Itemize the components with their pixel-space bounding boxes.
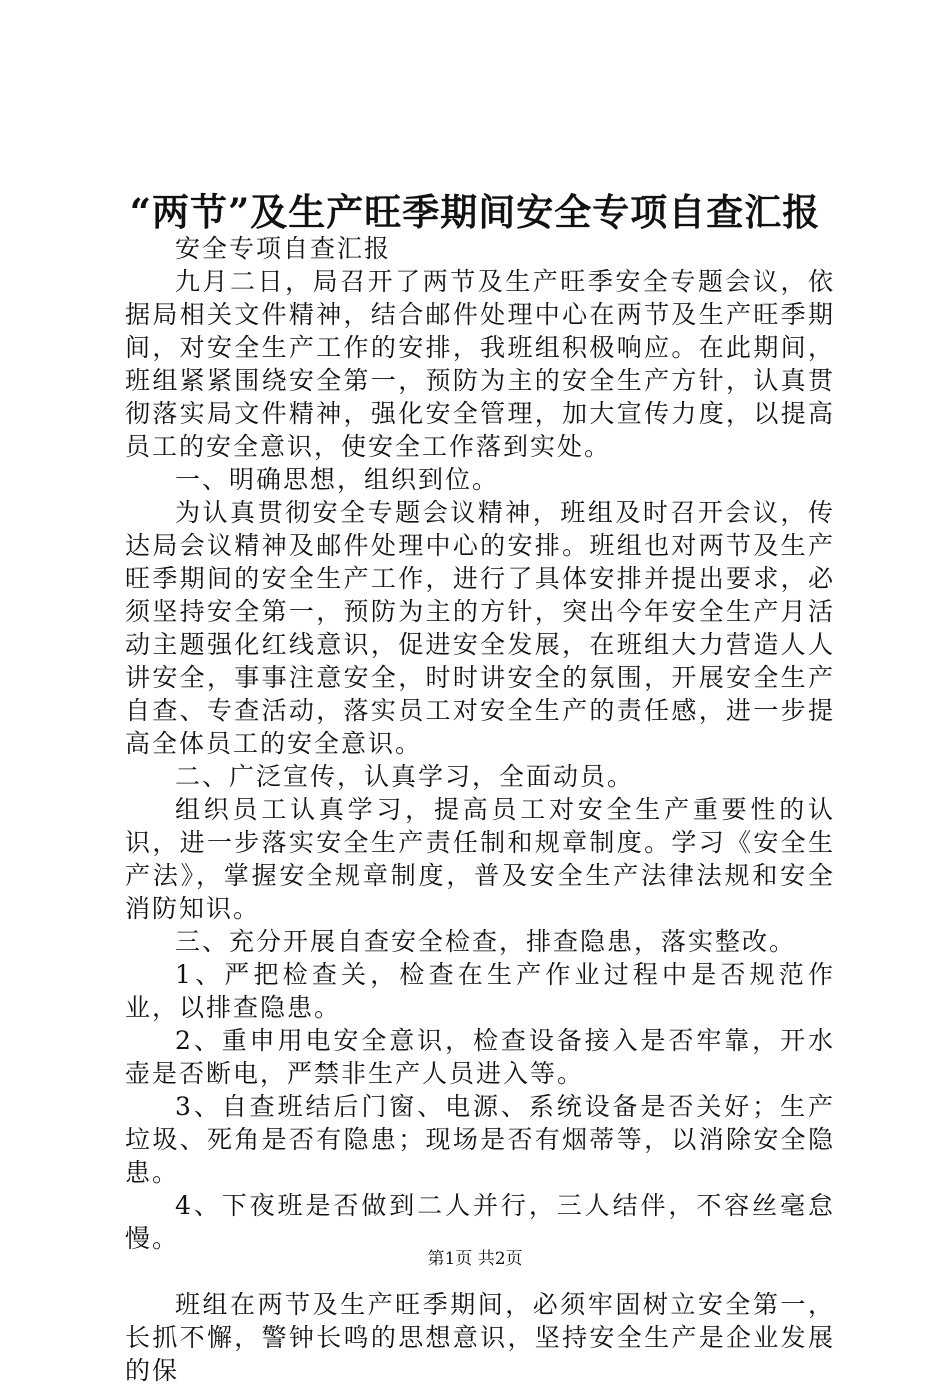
body-paragraph: 组织员工认真学习，提高员工对安全生产重要性的认识，进一步落实安全生产责任制和规章制度。学习《安全生产法》，掌握安全规章制度，普及安全生产法律法规和安全消防知识。 xyxy=(125,795,835,923)
document-title: “两节”及生产旺季期间安全专项自查汇报 xyxy=(129,190,821,234)
body-paragraph: 安全专项自查汇报 xyxy=(175,234,392,263)
section-heading: 三、充分开展自查安全检查，排查隐患，落实整改。 xyxy=(175,927,797,956)
page-footer: 第1页 共2页 xyxy=(427,1249,523,1269)
list-item: 2、重申用电安全意识，检查设备接入是否牢靠，开水壶是否断电，严禁非生产人员进入等。 xyxy=(125,1026,835,1088)
body-paragraph: 九月二日，局召开了两节及生产旺季安全专题会议，依据局相关文件精神，结合邮件处理中心在两节及生产旺季期间，对安全生产工作的安排，我班组积极响应。在此期间，班组紧紧围绕安全第一，预防为主的安全生产方针，认真贯彻落实局文件精神，强化安全管理，加大宣传力度，以提高员工的安全意识，使安全工作落到实处。 xyxy=(125,267,835,461)
section-heading: 二、广泛宣传，认真学习，全面动员。 xyxy=(175,762,635,791)
document-body xyxy=(125,232,835,1387)
list-item: 4、下夜班是否做到二人并行，三人结伴，不容丝毫怠慢。 xyxy=(125,1191,835,1253)
body-paragraph: 为认真贯彻安全专题会议精神，班组及时召开会议，传达局会议精神及邮件处理中心的安排。班组也对两节及生产旺季期间的安全生产工作，进行了具体安排并提出要求，必须坚持安全第一，预防为主的方针，突出今年安全生产月活动主题强化红线意识，促进安全发展，在班组大力营造人人讲安全，事事注意安全，时时讲安全的氛围，开展安全生产自查、专查活动，落实员工对安全生产的责任感，进一步提高全体员工的安全意识。 xyxy=(125,498,835,758)
list-item: 1、严把检查关，检查在生产作业过程中是否规范作业，以排查隐患。 xyxy=(125,960,835,1022)
list-item: 3、自查班结后门窗、电源、系统设备是否关好；生产垃圾、死角是否有隐患；现场是否有烟蒂等，以消除安全隐患。 xyxy=(125,1092,835,1187)
section-heading: 一、明确思想，组织到位。 xyxy=(175,465,500,494)
body-paragraph: 班组在两节及生产旺季期间，必须牢固树立安全第一，长抓不懈，警钟长鸣的思想意识，坚持安全生产是企业发展的保 xyxy=(125,1290,835,1385)
